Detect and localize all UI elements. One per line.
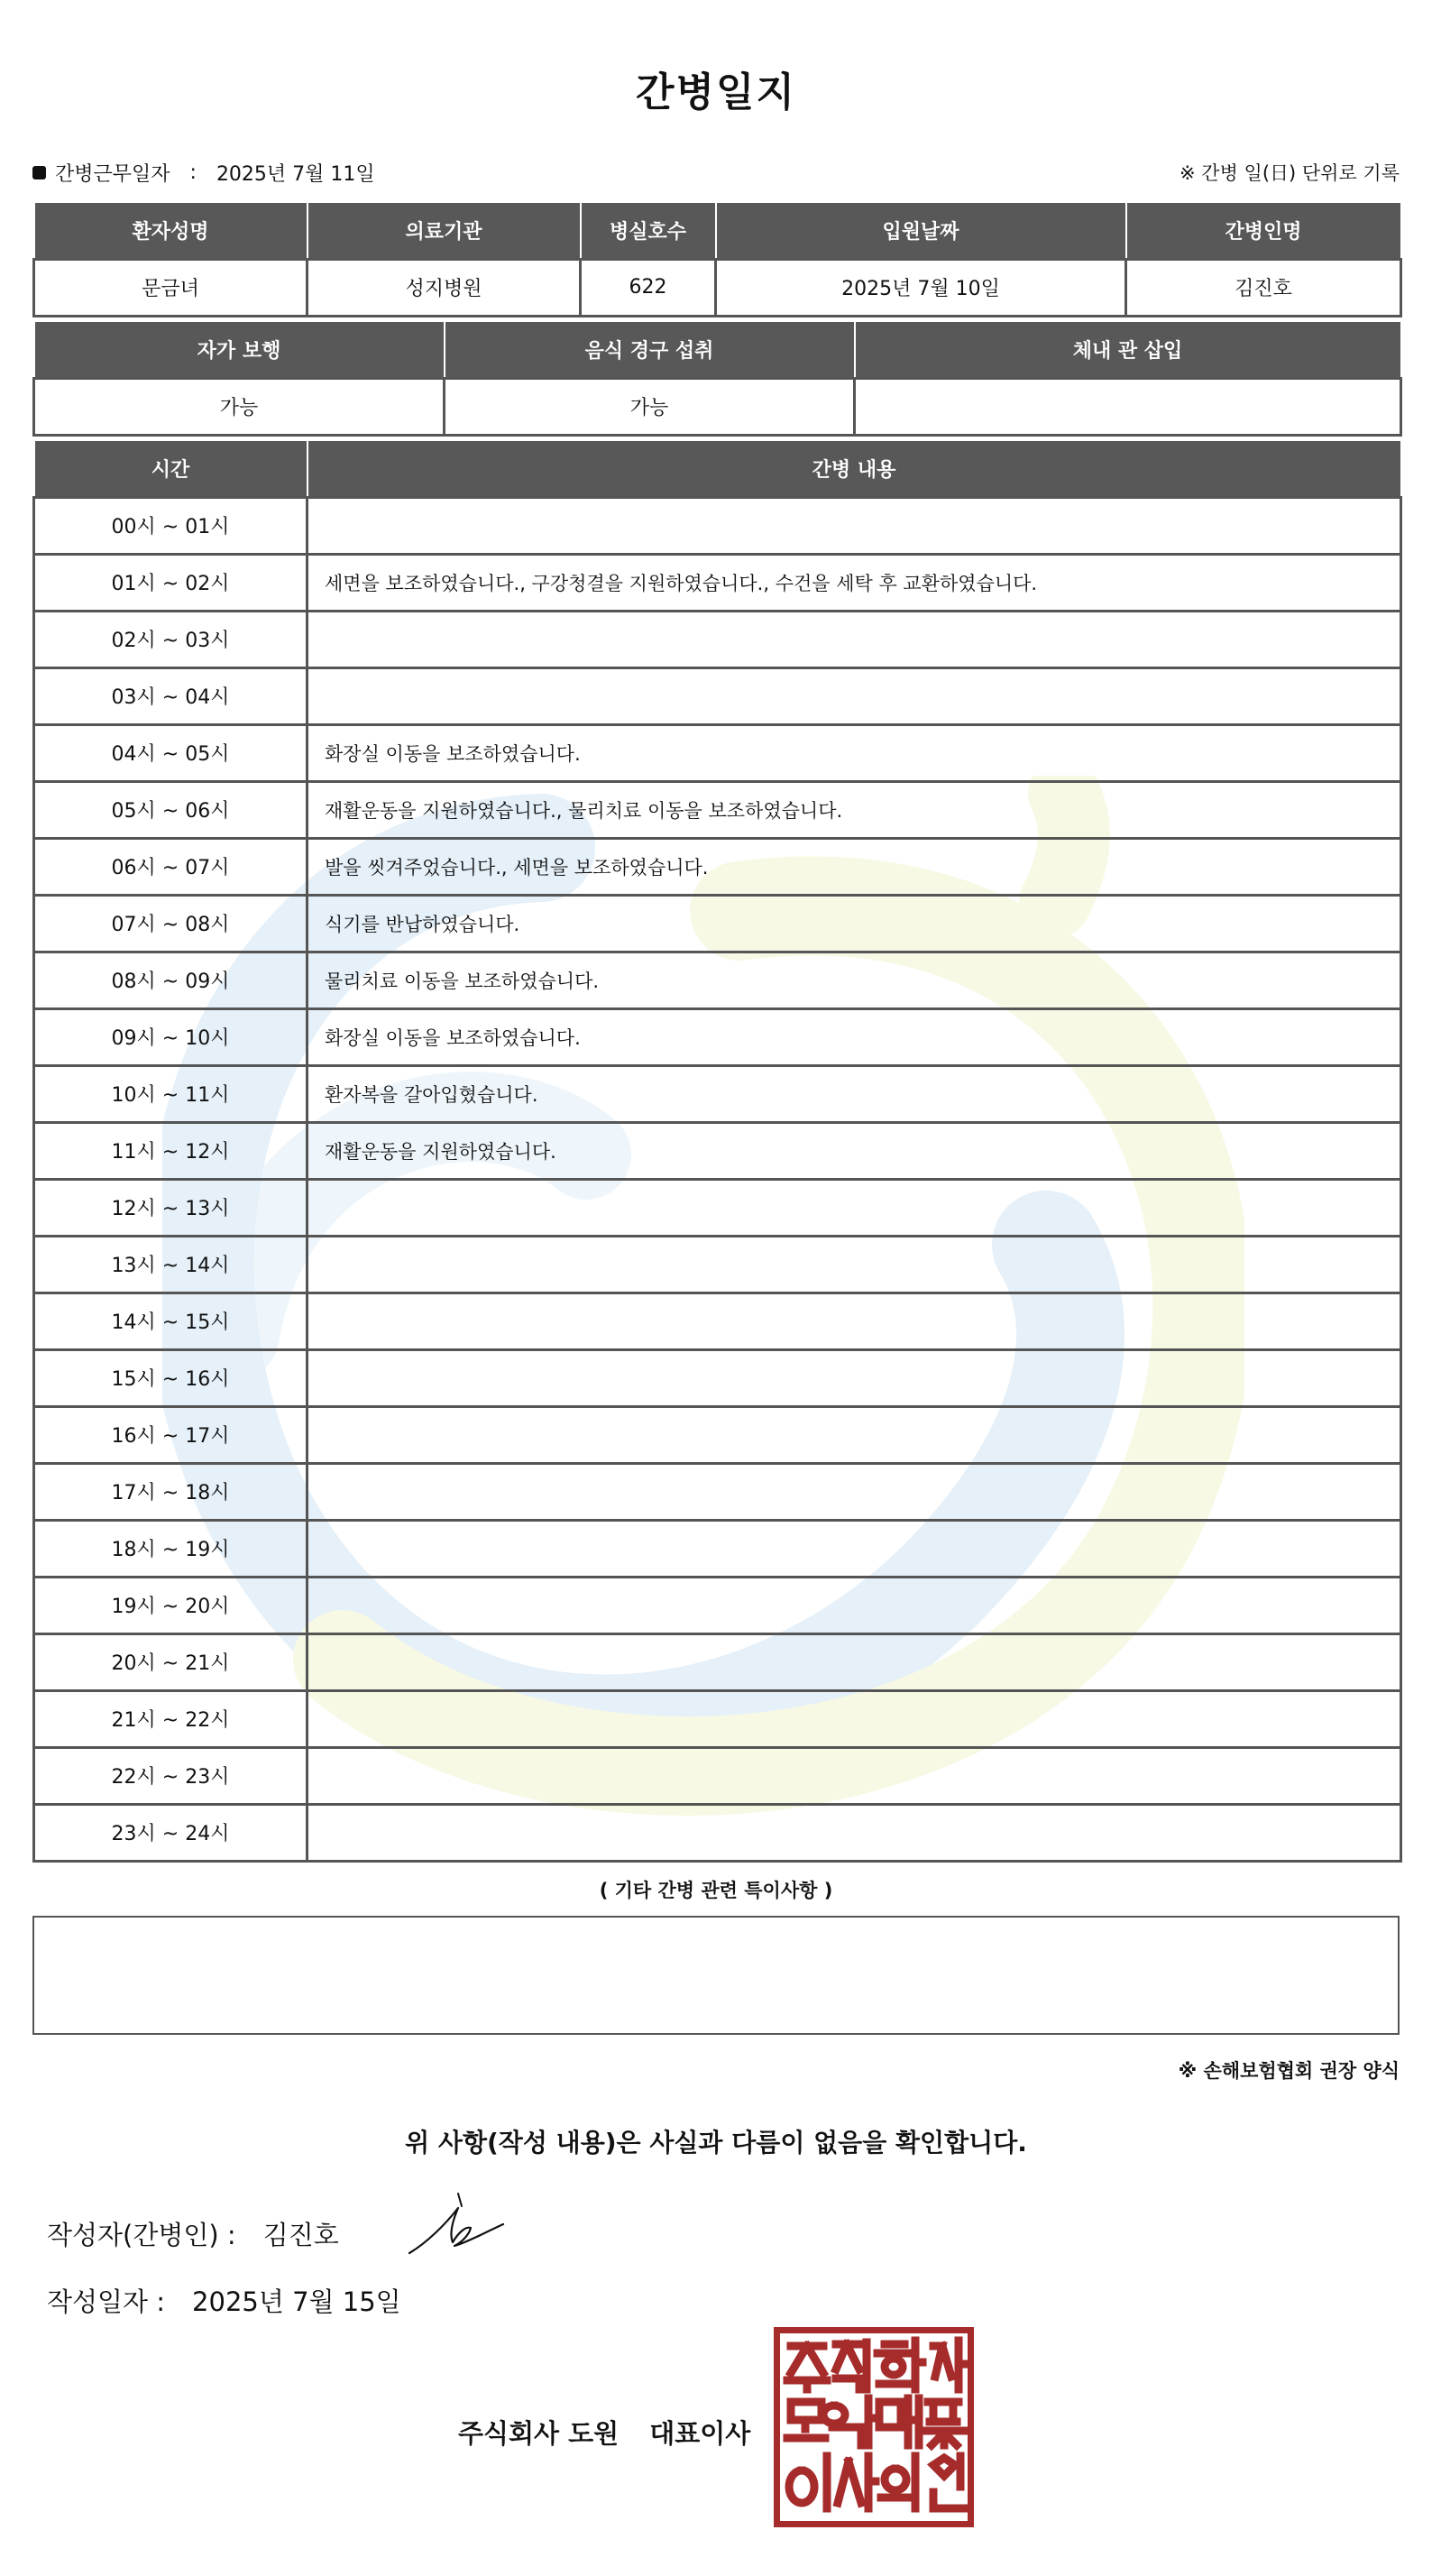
company-signoff — [458, 2414, 750, 2451]
log-content: 화장실 이동을 보조하였습니다. — [308, 724, 1401, 781]
table-row — [34, 1349, 1401, 1406]
log-time: 22시 ~ 23시 — [34, 1747, 308, 1804]
table-row — [34, 1520, 1401, 1577]
table-row — [34, 1577, 1401, 1633]
document-title: 간병일지 — [635, 69, 796, 115]
caregiver-name: 김진호 — [1126, 259, 1401, 316]
table-row — [34, 838, 1401, 895]
table-row — [34, 497, 1401, 554]
header-time: 시간 — [34, 440, 308, 497]
remarks-box — [32, 1916, 1400, 2035]
hourly-care-log-table — [32, 439, 1402, 1863]
header-admission-date: 입원날짜 — [716, 202, 1126, 259]
remarks-title: ( 기타 간병 관련 특이사항 ) — [599, 1880, 833, 1901]
log-content: 화장실 이동을 보조하였습니다. — [308, 1008, 1401, 1065]
work-date — [32, 159, 375, 187]
log-time: 10시 ~ 11시 — [34, 1065, 308, 1122]
log-content — [308, 667, 1401, 724]
log-time: 16시 ~ 17시 — [34, 1406, 308, 1463]
log-time: 11시 ~ 12시 — [34, 1122, 308, 1179]
patient-capability-table — [32, 320, 1402, 437]
work-date-label: 간병근무일자 — [55, 163, 170, 186]
table-row — [34, 667, 1401, 724]
log-content — [308, 611, 1401, 667]
header-tube-insertion: 체내 관 삽입 — [855, 321, 1401, 378]
writer — [47, 2215, 339, 2252]
self-walking-value: 가능 — [34, 378, 445, 435]
log-time: 05시 ~ 06시 — [34, 781, 308, 838]
header-hospital: 의료기관 — [308, 202, 581, 259]
table-row — [34, 1122, 1401, 1179]
log-content: 물리치료 이동을 보조하였습니다. — [308, 952, 1401, 1008]
table-row — [34, 1236, 1401, 1293]
table-row — [34, 895, 1401, 952]
colon: : — [189, 161, 197, 184]
table-row — [34, 1179, 1401, 1236]
admission-date: 2025년 7월 10일 — [716, 259, 1126, 316]
header-self-walking: 자가 보행 — [34, 321, 445, 378]
log-time: 21시 ~ 22시 — [34, 1690, 308, 1747]
header-caregiver-name: 간병인명 — [1126, 202, 1401, 259]
tube-insertion-value — [855, 378, 1401, 435]
work-date-value: 2025년 7월 11일 — [216, 163, 375, 186]
table-row — [34, 554, 1401, 611]
room-number: 622 — [581, 259, 716, 316]
log-content — [308, 1747, 1401, 1804]
table-header-row — [34, 321, 1401, 378]
table-row — [34, 1008, 1401, 1065]
log-content — [308, 1690, 1401, 1747]
log-content — [308, 1463, 1401, 1520]
log-content: 재활운동을 지원하였습니다., 물리치료 이동을 보조하였습니다. — [308, 781, 1401, 838]
table-row — [34, 952, 1401, 1008]
oral-intake-value: 가능 — [445, 378, 855, 435]
header-room: 병실호수 — [581, 202, 716, 259]
header-patient-name: 환자성명 — [34, 202, 308, 259]
log-content — [308, 1520, 1401, 1577]
log-content — [308, 1293, 1401, 1349]
table-row — [34, 1804, 1401, 1861]
log-time: 08시 ~ 09시 — [34, 952, 308, 1008]
patient-name: 문금녀 — [34, 259, 308, 316]
daily-note: ※ 간병 일(日) 단위로 기록 — [1180, 162, 1400, 184]
write-date-value: 2025년 7월 15일 — [192, 2286, 401, 2317]
log-time: 19시 ~ 20시 — [34, 1577, 308, 1633]
table-row — [34, 1463, 1401, 1520]
log-content — [308, 1406, 1401, 1463]
log-content: 식기를 반납하였습니다. — [308, 895, 1401, 952]
table-row — [34, 1065, 1401, 1122]
form-note: ※ 손해보험협회 권장 양식 — [1178, 2060, 1400, 2082]
log-time: 03시 ~ 04시 — [34, 667, 308, 724]
meta-row — [32, 159, 1400, 191]
log-body — [34, 497, 1401, 1861]
log-time: 14시 ~ 15시 — [34, 1293, 308, 1349]
writer-name: 김진호 — [262, 2220, 339, 2250]
write-date-label: 작성일자 : — [47, 2286, 166, 2317]
log-time: 06시 ~ 07시 — [34, 838, 308, 895]
writer-label: 작성자(간병인) : — [47, 2220, 236, 2250]
log-content — [308, 1633, 1401, 1690]
company-name: 주식회사 도원 — [458, 2418, 620, 2449]
company-seal-stamp — [774, 2327, 974, 2527]
log-content: 환자복을 갈아입혔습니다. — [308, 1065, 1401, 1122]
log-content — [308, 1236, 1401, 1293]
table-row — [34, 1690, 1401, 1747]
log-time: 01시 ~ 02시 — [34, 554, 308, 611]
bullet-icon — [32, 166, 46, 179]
log-time: 18시 ~ 19시 — [34, 1520, 308, 1577]
log-time: 09시 ~ 10시 — [34, 1008, 308, 1065]
hospital: 성지병원 — [308, 259, 581, 316]
log-content: 발을 씻겨주었습니다., 세면을 보조하였습니다. — [308, 838, 1401, 895]
log-content — [308, 1179, 1401, 1236]
seal-glyphs-icon — [780, 2333, 968, 2521]
log-time: 13시 ~ 14시 — [34, 1236, 308, 1293]
confirmation-statement: 위 사항(작성 내용)은 사실과 다름이 없음을 확인합니다. — [405, 2128, 1027, 2157]
table-row — [34, 781, 1401, 838]
write-date — [47, 2282, 401, 2319]
table-row — [34, 611, 1401, 667]
header-care-content: 간병 내용 — [308, 440, 1401, 497]
table-row — [34, 1406, 1401, 1463]
log-time: 23시 ~ 24시 — [34, 1804, 308, 1861]
log-time: 02시 ~ 03시 — [34, 611, 308, 667]
log-time: 12시 ~ 13시 — [34, 1179, 308, 1236]
table-header-row — [34, 440, 1401, 497]
table-row — [34, 259, 1401, 316]
log-content: 세면을 보조하였습니다., 구강청결을 지원하였습니다., 수건을 세탁 후 교환하였습니다. — [308, 554, 1401, 611]
log-time: 20시 ~ 21시 — [34, 1633, 308, 1690]
patient-info-table — [32, 201, 1402, 317]
log-time: 15시 ~ 16시 — [34, 1349, 308, 1406]
log-content — [308, 1577, 1401, 1633]
header-oral-intake: 음식 경구 섭취 — [445, 321, 855, 378]
log-time: 00시 ~ 01시 — [34, 497, 308, 554]
signature-icon — [406, 2190, 507, 2259]
log-content — [308, 1804, 1401, 1861]
log-content — [308, 1349, 1401, 1406]
table-header-row — [34, 202, 1401, 259]
table-row — [34, 724, 1401, 781]
table-row — [34, 1633, 1401, 1690]
table-row — [34, 1293, 1401, 1349]
log-content — [308, 497, 1401, 554]
table-row — [34, 1747, 1401, 1804]
log-content: 재활운동을 지원하였습니다. — [308, 1122, 1401, 1179]
log-time: 07시 ~ 08시 — [34, 895, 308, 952]
log-time: 04시 ~ 05시 — [34, 724, 308, 781]
representative-title: 대표이사 — [649, 2418, 751, 2449]
table-row — [34, 378, 1401, 435]
log-time: 17시 ~ 18시 — [34, 1463, 308, 1520]
